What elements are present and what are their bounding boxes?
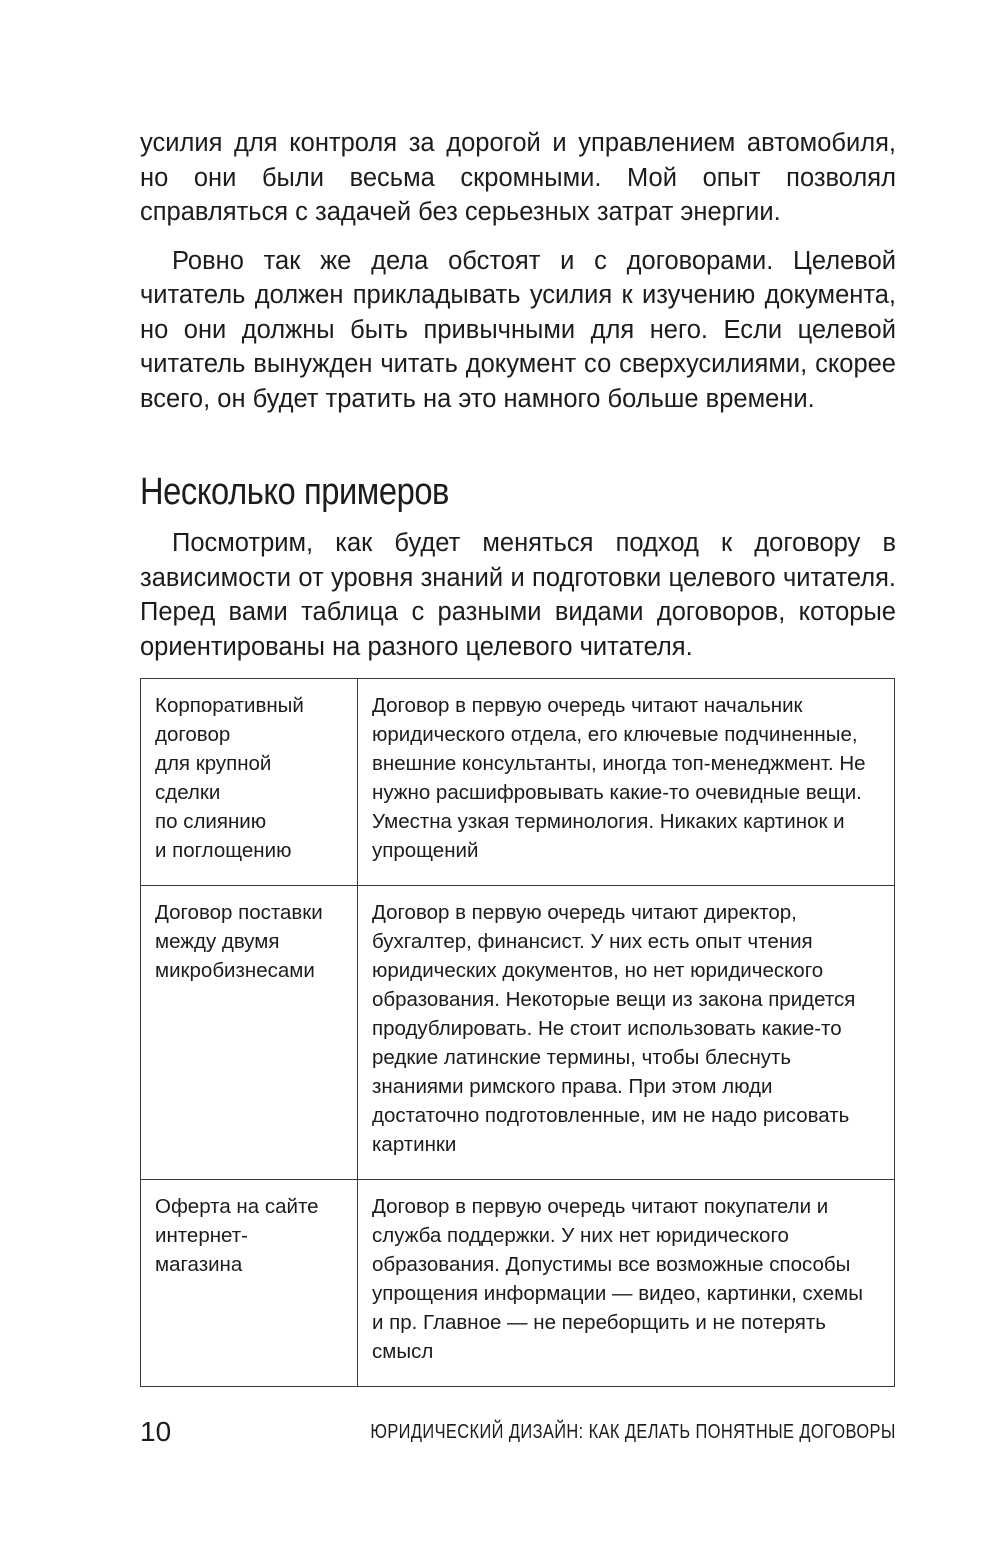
contract-type-line: Договор поставки bbox=[155, 901, 323, 924]
contract-type-line: между двумя bbox=[155, 930, 280, 953]
contract-type-cell bbox=[141, 679, 358, 886]
contract-type-line: договор bbox=[155, 723, 231, 746]
page-content bbox=[140, 126, 896, 1387]
contract-description-cell: Договор в первую очередь читают начальник юридического отдела, его ключевые подчиненные, внешние консультанты, иногда топ-менеджмент. Не нужно расшифровывать какие-то очевидные вещи. Уместна узкая терминология. Никаких картинок и упрощений bbox=[358, 679, 895, 886]
contract-type-cell bbox=[141, 1180, 358, 1387]
body-paragraph-2: Ровно так же дела обстоят и с договорами. Целевой читатель должен прикладывать усилия к изучению документа, но они должны быть привычными для него. Если целевой читатель вынужден читать документ со сверхусилиями, скорее всего, он будет тратить на это намного больше времени. bbox=[140, 246, 896, 413]
contract-type-line: интернет- bbox=[155, 1224, 248, 1247]
table-row bbox=[141, 1180, 895, 1387]
contract-type-line: для крупной bbox=[155, 752, 272, 775]
contracts-table bbox=[140, 678, 895, 1387]
contract-type-line: Корпоративный bbox=[155, 694, 304, 717]
section-intro-paragraph: Посмотрим, как будет меняться подход к договору в зависимости от уровня знаний и подготовки целевого читателя. Перед вами таблица с разными видами договоров, которые ориентированы на разного целевого читателя. bbox=[140, 529, 896, 661]
contract-type-line: по слиянию bbox=[155, 810, 267, 833]
contract-type-line: микробизнесами bbox=[155, 959, 315, 982]
running-title: ЮРИДИЧЕСКИЙ ДИЗАЙН: КАК ДЕЛАТЬ ПОНЯТНЫЕ ДОГОВОРЫ bbox=[370, 1421, 896, 1443]
contract-type-line: Оферта на сайте bbox=[155, 1195, 319, 1218]
page-number: 10 bbox=[140, 1416, 172, 1447]
contract-type-line: сделки bbox=[155, 781, 221, 804]
table-row bbox=[141, 886, 895, 1180]
contract-description-cell: Договор в первую очередь читают директор, бухгалтер, финансист. У них есть опыт чтения юридических документов, но нет юридического образования. Некоторые вещи из закона придется продублировать. Не стоит использовать какие-то редкие латинские термины, чтобы блеснуть знаниями римского права. При этом люди достаточно подготовленные, им не надо рисовать картинки bbox=[358, 886, 895, 1180]
contract-type-line: магазина bbox=[155, 1253, 243, 1276]
table-row bbox=[141, 679, 895, 886]
contract-description-cell: Договор в первую очередь читают покупатели и служба поддержки. У них нет юридического образования. Допустимы все возможные способы упрощения информации — видео, картинки, схемы и пр. Главное — не переборщить и не потерять смысл bbox=[358, 1180, 895, 1387]
section-heading: Несколько примеров bbox=[140, 471, 449, 513]
page-footer bbox=[140, 1412, 896, 1452]
contract-type-line: и поглощению bbox=[155, 839, 292, 862]
contract-type-cell bbox=[141, 886, 358, 1180]
body-paragraph-1: усилия для контроля за дорогой и управлением автомобиля, но они были весьма скромными. Мой опыт позволял справляться с задачей без серьезных затрат энергии. bbox=[140, 129, 896, 226]
